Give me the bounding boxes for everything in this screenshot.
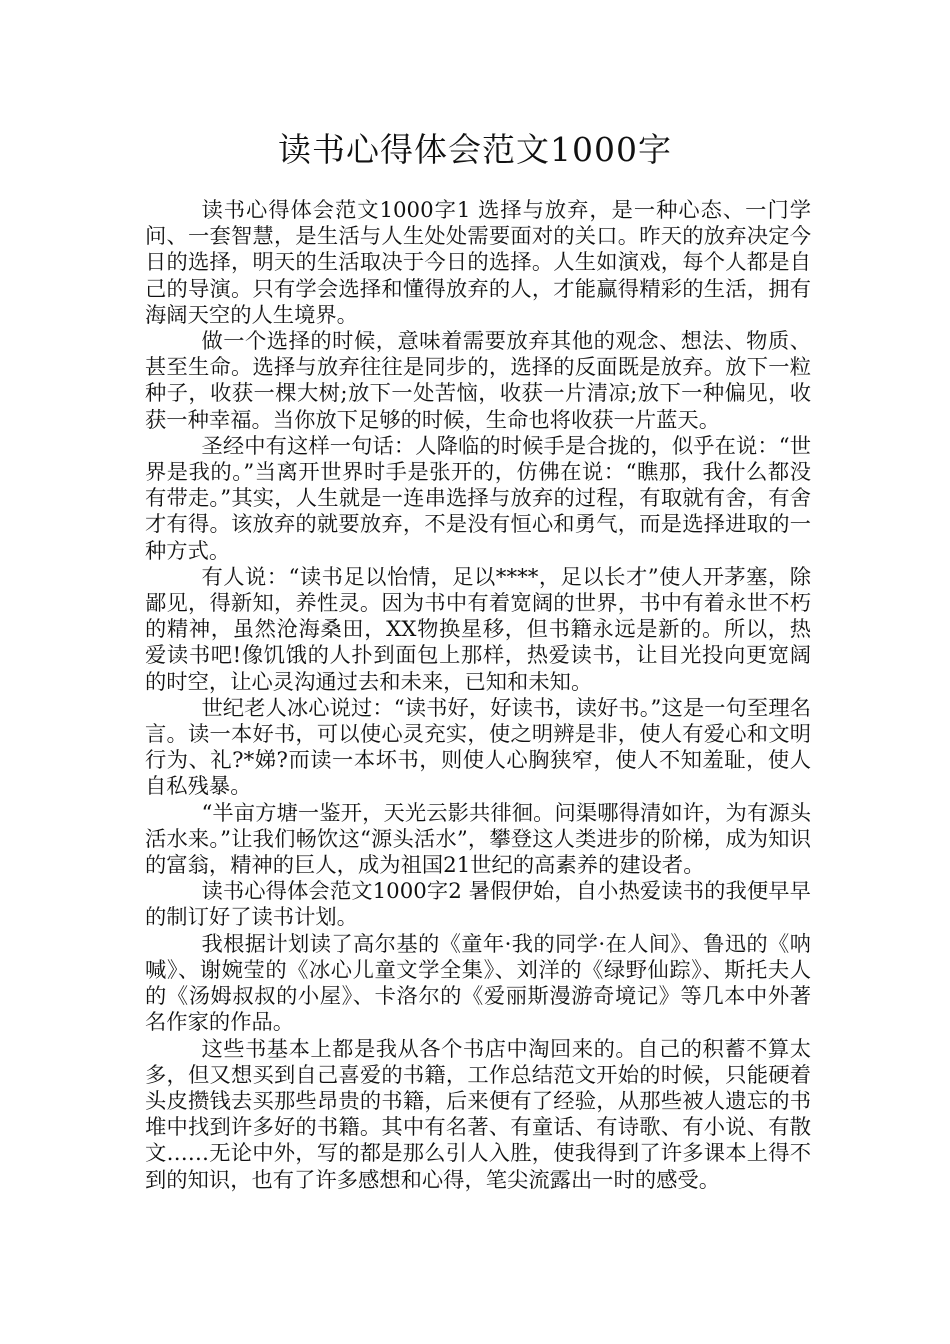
paragraph-text: 有人说：“读书足以怡情，足以****，足以长才”使人开茅塞，除鄙见，得新知，养性灵。因为书中有着宽阔的世界，书中有着永世不朽的精神，虽然沧海桑田，XX物换星移，但书籍永远是新的。所以，热爱读书吧!像饥饿的人扑到面包上那样，热爱读书，让目光投向更宽阔的时空，让心灵沟通过去和未来，已知和未知。 [145,564,811,695]
paragraph [145,329,811,434]
document-body [145,198,811,1194]
section-label: 读书心得体会范文1000字2 [201,879,462,905]
paragraph [145,198,811,329]
paragraph-text: 我根据计划读了高尔基的《童年·我的同学·在人间》、鲁迅的《呐喊》、谢婉莹的《冰心儿童文学全集》、刘洋的《绿野仙踪》、斯托夫人的《汤姆叔叔的小屋》、卡洛尔的《爱丽斯漫游奇境记》等几本中外著名作家的作品。 [145,931,811,1036]
document-title: 读书心得体会范文1000字 [278,130,672,169]
paragraph-text: 选择与放弃，是一种心态、一门学问、一套智慧，是生活与人生处处需要面对的关口。昨天的放弃决定今日的选择，明天的生活取决于今日的选择。人生如演戏，每个人都是自己的导演。只有学会选择和懂得放弃的人，才能赢得精彩的生活，拥有海阔天空的人生境界。 [145,198,811,328]
paragraph [145,879,811,931]
paragraph [145,932,811,1037]
paragraph-text: “半亩方塘一鉴开，天光云影共徘徊。问渠哪得清如许，为有源头活水来。”让我们畅饮这“源头活水”，攀登这人类进步的阶梯，成为知识的富翁，精神的巨人，成为祖国21世纪的高素养的建设者。 [145,800,811,879]
paragraph [145,801,811,880]
paragraph-text: 这些书基本上都是我从各个书店中淘回来的。自己的积蓄不算太多，但又想买到自己喜爱的书籍，工作总结范文开始的时候，只能硬着头皮攒钱去买那些昂贵的书籍，后来便有了经验，从那些被人遗忘的书堆中找到许多好的书籍。其中有名著、有童话、有诗歌、有小说、有散文……无论中外，写的都是那么引人入胜，使我得到了许多课本上得不到的知识，也有了许多感想和心得，笔尖流露出一时的感受。 [145,1036,811,1193]
section-label: 读书心得体会范文1000字1 [201,198,471,223]
paragraph [145,1037,811,1194]
paragraph-text: 圣经中有这样一句话：人降临的时候手是合拢的，似乎在说：“世界是我的。”当离开世界时手是张开的，仿佛在说：“瞧那，我什么都没有带走。”其实，人生就是一连串选择与放弃的过程，有取就有舍，有舍才有得。该放弃的就要放弃，不是没有恒心和勇气，而是选择进取的一种方式。 [145,433,811,564]
paragraph-text: 世纪老人冰心说过：“读书好，好读书，读好书。”这是一句至理名言。读一本好书，可以使心灵充实，使之明辨是非，使人有爱心和文明行为、礼?*娣?而读一本坏书，则使人心胸狭窄，使人不知羞耻，使人自私残暴。 [145,695,811,800]
paragraph-text: 做一个选择的时候，意味着需要放弃其他的观念、想法、物质、甚至生命。选择与放弃往往是同步的，选择的反面既是放弃。放下一粒种子，收获一棵大树;放下一处苦恼，收获一片清凉;放下一种偏见，收获一种幸福。当你放下足够的时候，生命也将收获一片蓝天。 [145,329,811,433]
paragraph [145,696,811,801]
paragraph [145,434,811,565]
paragraph-text: 暑假伊始，自小热爱读书的我便早早的制订好了读书计划。 [145,879,811,931]
paragraph [145,565,811,696]
